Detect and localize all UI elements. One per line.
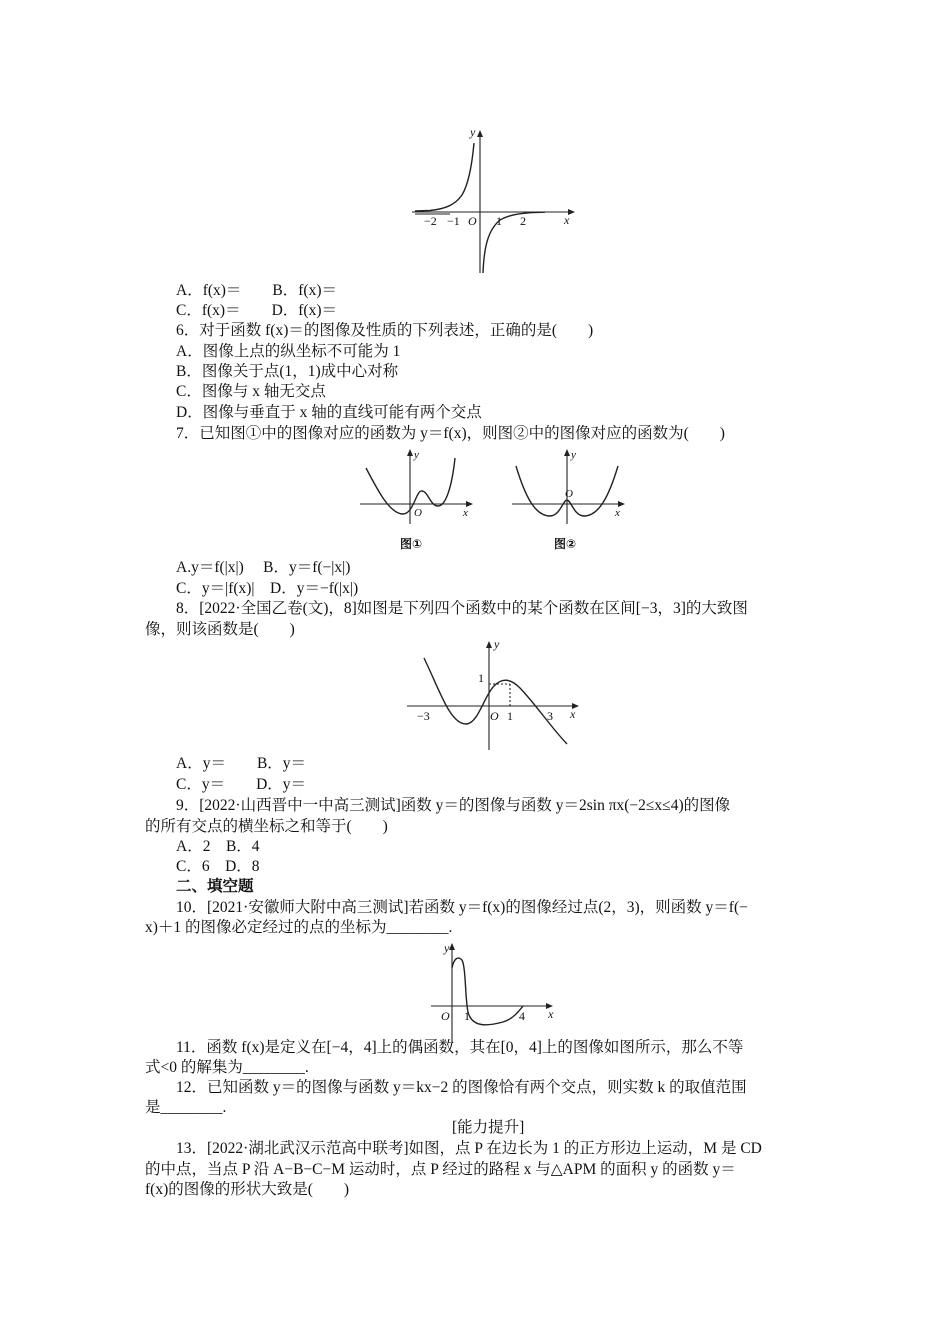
q7-fig2-y-label: y [571,449,576,461]
q12-line1: 12．已知函数 y＝的图像与函数 y＝kx−2 的图像恰有两个交点，则实数 k 的取值范围 [176,1079,747,1096]
q11-y-label: y [444,941,450,955]
q8-options-line2: C．y＝ D．y＝ [176,776,307,793]
q7-figure-1 [358,446,478,556]
q13-line3: f(x)的图像的形状大致是( ) [145,1181,350,1198]
q6-option-b: B．图像关于点(1，1)成中心对称 [176,363,399,380]
q11-origin: O [441,1009,450,1023]
q6-stem: 6．对于函数 f(x)＝的图像及性质的下列表述，正确的是( ) [176,322,594,339]
section-heading-fill-in: 二、填空题 [176,878,254,895]
q8-stem-line1: 8．[2022·全国乙卷(文)，8]如图是下列四个函数中的某个函数在区间[−3，3]的大致图 [176,600,748,617]
q11-graph [428,938,563,1048]
q9-stem-line2: 的所有交点的横坐标之和等于( ) [145,818,388,835]
q11-line2: 式<0 的解集为________. [145,1059,309,1076]
q8-origin: O [490,709,499,723]
q8-x-label: x [570,707,576,721]
q8-ytick-1: 1 [478,671,484,685]
q12-line2: 是________. [145,1099,227,1116]
q5-x-label: x [564,213,570,227]
q10-line2: x)＋1 的图像必定经过的点的坐标为________. [145,919,453,936]
q8-graph [402,636,592,756]
q5-options-line1: A．f(x)＝ B．f(x)＝ [176,282,338,299]
q7-fig2-caption: 图② [554,537,577,551]
q8-tick-1: 1 [507,709,513,723]
q8-stem-line2: 像，则该函数是( ) [145,621,295,638]
q7-options-line2: C．y＝|f(x)| D．y＝−f(|x|) [176,580,359,597]
q7-fig1-x-label: x [463,507,468,519]
q11-tick-4: 4 [519,1009,525,1023]
q6-option-d: D．图像与垂直于 x 轴的直线可能有两个交点 [176,404,482,421]
q8-options-line1: A．y＝ B．y＝ [176,755,307,772]
q7-fig2-x-label: x [615,507,620,519]
q5-origin: O [468,214,477,228]
q10-line1: 10．[2021·安徽师大附中高三测试]若函数 y＝f(x)的图像经过点(2，3)，则函数 y＝f(− [176,899,748,916]
q7-options-line1: A.y＝f(|x|) B．y＝f(−|x|) [176,559,351,576]
q13-line1: 13．[2022·湖北武汉示范高中联考]如图，点 P 在边长为 1 的正方形边上运动，M 是 CD [176,1140,762,1157]
q6-option-a: A．图像上点的纵坐标不可能为 1 [176,343,401,360]
q13-line2: 的中点，当点 P 沿 A−B−C−M 运动时，点 P 经过的路程 x 与△APM 的面积 y 的函数 y＝ [145,1161,736,1178]
q7-stem: 7．已知图①中的图像对应的函数为 y＝f(x)，则图②中的图像对应的函数为( ) [176,425,725,442]
q11-line1: 11．函数 f(x)是定义在[−4，4]上的偶函数，其在[0，4]上的图像如图所示，那么不等 [176,1039,744,1056]
q5-tick-neg2: −2 [424,214,437,228]
q8-tick-3: 3 [547,709,553,723]
q9-stem-line1: 9．[2022·山西晋中一中高三测试]函数 y＝的图像与函数 y＝2sin πx(−2≤x≤4)的图像 [176,797,731,814]
section-heading-ability: [能力提升] [452,1119,525,1136]
q11-x-label: x [548,1007,554,1021]
q5-y-label: y [470,125,476,139]
q8-y-label: y [494,637,500,651]
q6-option-c: C．图像与 x 轴无交点 [176,383,326,400]
q9-options-line1: A．2 B．4 [176,838,260,855]
q5-graph [410,125,580,275]
q7-figure-2 [510,446,630,556]
q11-tick-1: 1 [464,1009,470,1023]
q5-tick-2: 2 [520,214,526,228]
q7-fig2-origin: O [565,488,573,500]
q5-options-line2: C．f(x)＝ D．f(x)＝ [176,302,338,319]
q8-tick-neg3: −3 [417,709,430,723]
q7-fig1-y-label: y [414,449,419,461]
q5-tick-neg1: −1 [447,214,460,228]
q7-fig1-origin: O [414,507,422,519]
q9-options-line2: C．6 D．8 [176,858,260,875]
q7-fig1-caption: 图① [400,537,423,551]
q5-tick-1: 1 [496,214,502,228]
